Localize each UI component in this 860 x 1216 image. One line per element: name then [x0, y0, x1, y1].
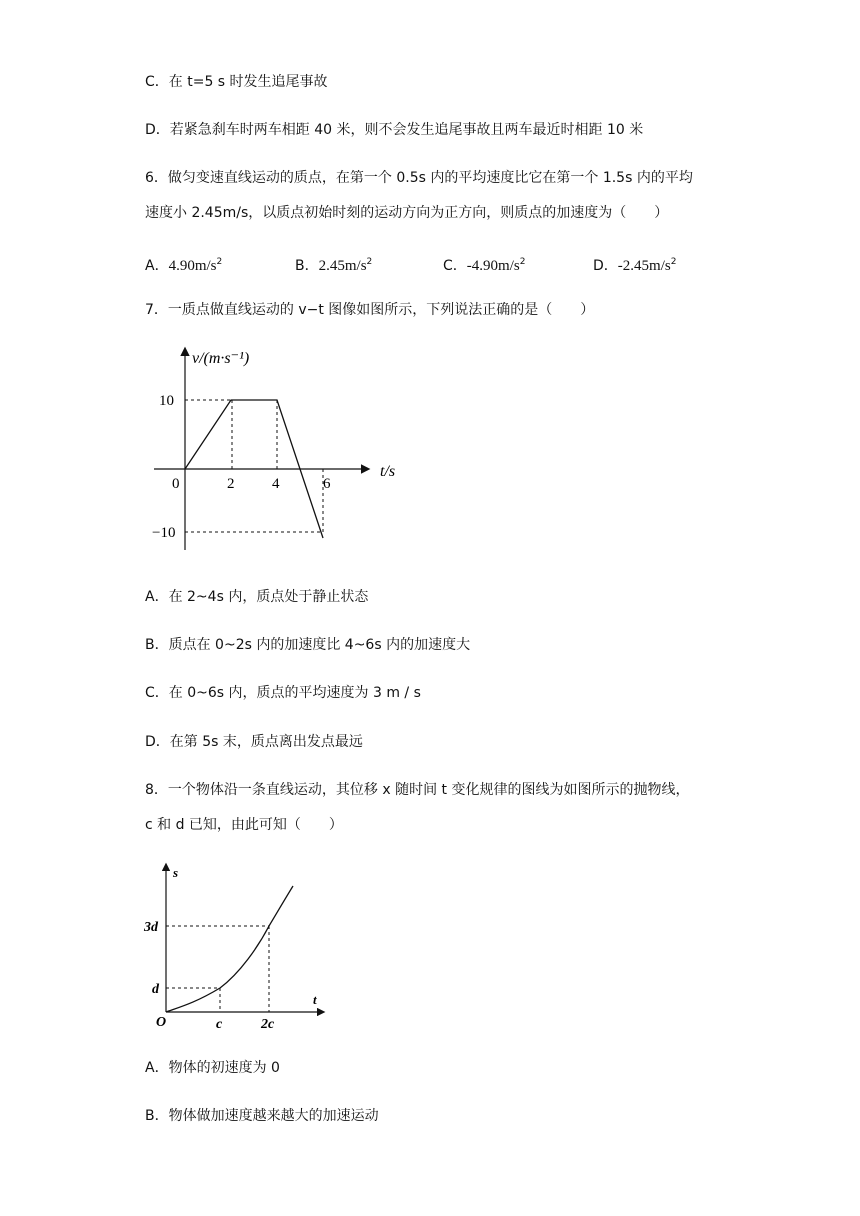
vt-guide-lines: [185, 400, 323, 532]
vt-y-tick-10: 10: [159, 393, 174, 409]
q7-stem: 7．一质点做直线运动的 v−t 图像如图所示，下列说法正确的是（ ）: [145, 302, 595, 318]
q8-option-a: A．物体的初速度为 0: [145, 1060, 280, 1076]
st-guide-lines: [166, 926, 269, 1012]
q6-stem-line1: 6．做匀变速直线运动的质点，在第一个 0.5s 内的平均速度比它在第一个 1.5s 内的平均: [145, 170, 693, 186]
q5-option-d: D．若紧急刹车时两车相距 40 米，则不会发生追尾事故且两车最近时相距 10 米: [145, 122, 644, 138]
vt-x-axis-label: t/s: [380, 463, 396, 480]
st-x-tick-c: c: [216, 1017, 223, 1032]
vt-y-axis-label: v/(m·s⁻¹): [192, 350, 250, 367]
q7-option-b: B．质点在 0~2s 内的加速度比 4~6s 内的加速度大: [145, 637, 471, 653]
q7-option-c: C．在 0~6s 内，质点的平均速度为 3 m / s: [145, 685, 421, 701]
st-graph: [140, 855, 340, 1035]
vt-y-tick-neg10: −10: [152, 525, 176, 541]
q6-stem-line2: 速度小 2.45m/s，以质点初始时刻的运动方向为正方向，则质点的加速度为（ ）: [145, 205, 669, 221]
q8-stem-line1: 8．一个物体沿一条直线运动，其位移 x 随时间 t 变化规律的图线为如图所示的抛物线，: [145, 782, 690, 798]
q7-option-a: A．在 2~4s 内，质点处于静止状态: [145, 589, 369, 605]
q6-option-d: D．$-2.45m/s^2$: [593, 257, 677, 274]
q6-option-c: C．$-4.90m/s^2$: [443, 257, 526, 274]
vt-x-tick-4: 4: [272, 476, 280, 492]
st-origin-label: O: [156, 1015, 167, 1030]
q7-option-d: D．在第 5s 末，质点离出发点最远: [145, 734, 363, 750]
st-y-tick-d: d: [152, 982, 159, 997]
vt-origin-label: 0: [172, 476, 180, 492]
q6-option-b: B．$2.45m/s^2$: [295, 257, 373, 274]
st-x-tick-2c: 2c: [261, 1017, 275, 1032]
st-y-tick-3d: 3d: [144, 920, 158, 935]
st-y-axis-label: s: [173, 865, 179, 880]
vt-x-tick-2: 2: [227, 476, 235, 492]
vt-x-tick-6: 6: [323, 476, 331, 492]
vt-graph: [140, 335, 430, 565]
q8-option-b: B．物体做加速度越来越大的加速运动: [145, 1108, 379, 1124]
st-x-axis-label: t: [313, 992, 317, 1007]
st-parabola-curve: [166, 886, 293, 1012]
q8-stem-line2: c 和 d 已知，由此可知（ ）: [145, 817, 343, 833]
q5-option-c: C．在 t=5 s 时发生追尾事故: [145, 74, 328, 90]
q6-option-a: A．$4.90m/s^2$: [145, 257, 223, 274]
